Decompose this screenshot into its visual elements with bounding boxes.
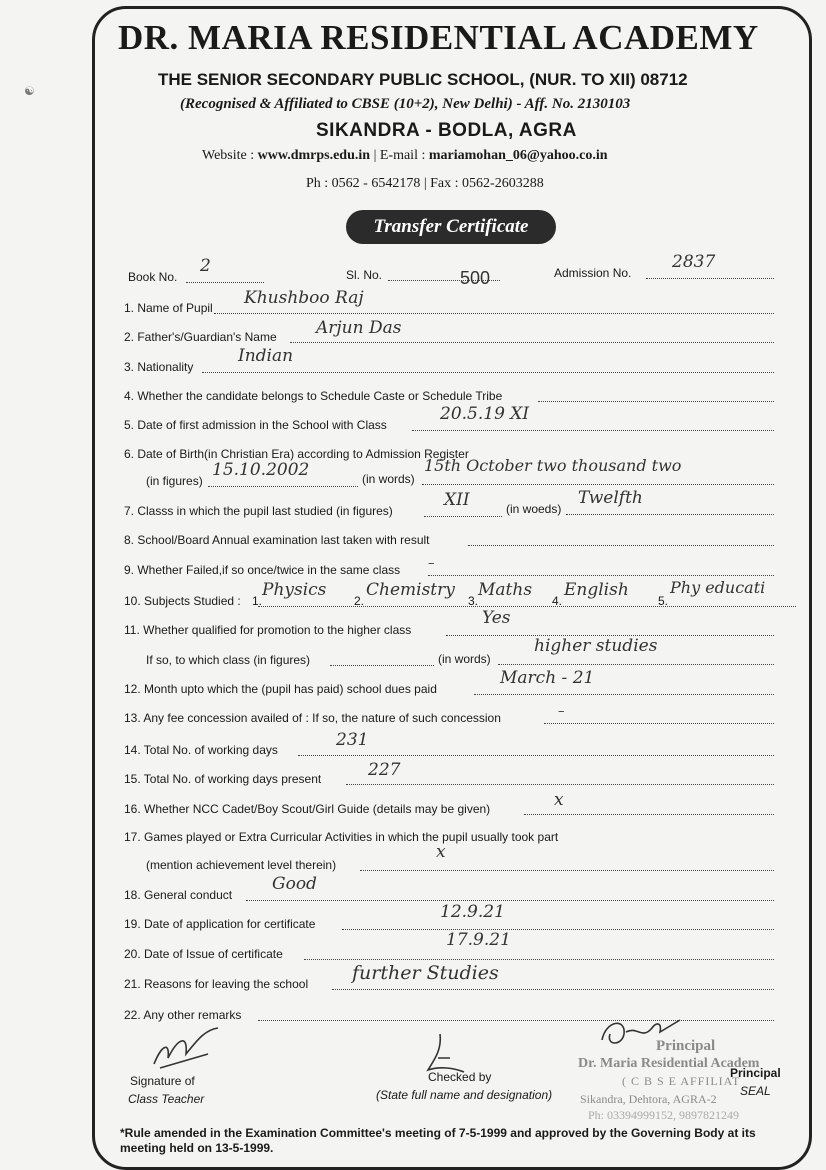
dob-words-label: (in words)	[362, 472, 415, 486]
promotion-words-line	[498, 664, 774, 665]
field-12-value: March - 21	[500, 668, 595, 688]
field-2-label: 2. Father's/Guardian's Name	[124, 330, 277, 344]
field-6-label: 6. Date of Birth(in Christian Era) according to Admission Register	[124, 447, 469, 461]
subject-2-num: 2.	[354, 594, 365, 608]
field-21-value: further Studies	[352, 962, 499, 984]
promotion-words-label: (in words)	[438, 652, 491, 666]
class-words-line	[566, 514, 774, 515]
contact-line	[202, 148, 608, 164]
admission-no-value: 2837	[672, 252, 716, 272]
field-5-line	[412, 430, 774, 431]
field-15-label: 15. Total No. of working days present	[124, 772, 322, 786]
field-3-label: 3. Nationality	[124, 360, 194, 374]
field-20-value: 17.9.21	[446, 930, 511, 950]
subjects-line	[258, 606, 796, 607]
field-10-label: 10. Subjects Studied :	[124, 594, 241, 608]
website-link[interactable]: www.dmrps.edu.in	[257, 148, 371, 163]
field-19-label: 19. Date of application for certificate	[124, 917, 316, 931]
field-14-label: 14. Total No. of working days	[124, 743, 278, 757]
subject-2-name: Chemistry	[366, 580, 455, 600]
field-14-value: 231	[336, 730, 369, 750]
subject-3-name: Maths	[478, 580, 533, 600]
field-13-line	[544, 723, 774, 724]
field-16-label: 16. Whether NCC Cadet/Boy Scout/Girl Guide (details may be given)	[124, 802, 491, 816]
class-teacher-signature	[148, 1024, 228, 1074]
field-12-label: 12. Month upto which the (pupil has paid) school dues paid	[124, 682, 437, 696]
subject-5-name: Phy educati	[670, 578, 766, 597]
school-location: SIKANDRA - BODLA, AGRA	[316, 120, 577, 141]
stamp-line-1: Principal	[656, 1038, 716, 1054]
book-no-value: 2	[200, 256, 211, 276]
field-22-label: 22. Any other remarks	[124, 1008, 242, 1022]
margin-mark-icon: ☯	[24, 84, 35, 98]
field-19-value: 12.9.21	[440, 902, 505, 922]
field-22-line	[258, 1020, 774, 1021]
phone-line: Ph : 0562 - 6542178 | Fax : 0562-2603288	[306, 176, 544, 191]
games-line	[360, 870, 774, 871]
field-7-line	[424, 516, 502, 517]
sl-no-label: Sl. No.	[346, 268, 383, 282]
field-18-value: Good	[272, 874, 317, 894]
field-16-value: x	[554, 790, 564, 810]
website-label: Website :	[202, 148, 255, 163]
book-no-line	[186, 282, 264, 283]
footnote: *Rule amended in the Examination Committee's meeting of 7-5-1999 and approved by the Governing Body at its meeting held on 13-5-1999.	[120, 1126, 756, 1155]
sl-no-value: 500	[460, 268, 491, 288]
field-16-line	[524, 814, 774, 815]
school-subtitle: THE SENIOR SECONDARY PUBLIC SCHOOL, (NUR. TO XII) 08712	[158, 70, 688, 89]
field-8-label: 8. School/Board Annual examination last taken with result	[124, 533, 430, 547]
stamp-line-5: Ph: 03394999152, 9897821249	[588, 1108, 740, 1122]
admission-no-line	[646, 278, 774, 279]
field-15-value: 227	[368, 760, 401, 780]
field-11-value: Yes	[482, 608, 511, 628]
stamp-line-3: ( C B S E AFFILIAT	[622, 1074, 741, 1088]
subject-4-num: 4.	[552, 594, 563, 608]
school-name: DR. MARIA RESIDENTIAL ACADEMY	[118, 18, 759, 57]
field-1-value: Khushboo Raj	[244, 288, 364, 308]
dob-words-line	[422, 484, 774, 485]
field-5-value: 20.5.19 XI	[440, 404, 530, 424]
class-teacher-label-2: Class Teacher	[128, 1092, 205, 1106]
field-8-line	[468, 545, 774, 546]
field-20-line	[304, 959, 774, 960]
checked-by-label: Checked by	[428, 1070, 492, 1084]
field-15-line	[346, 784, 774, 785]
email-label: | E-mail :	[373, 148, 426, 163]
field-18-label: 18. General conduct	[124, 888, 233, 902]
stamp-line-4: Sikandra, Dehtora, AGRA-2	[580, 1092, 717, 1106]
field-18-line	[246, 900, 774, 901]
dob-words-value: 15th October two thousand two	[424, 456, 682, 475]
certificate-title-badge: Transfer Certificate	[346, 210, 556, 244]
field-4-line	[538, 401, 774, 402]
principal-label: Principal	[730, 1066, 781, 1080]
field-12-line	[474, 694, 774, 695]
field-9-label: 9. Whether Failed,if so once/twice in the same class	[124, 563, 401, 577]
field-9-line	[428, 575, 774, 576]
subject-4-name: English	[564, 580, 629, 600]
field-13-label: 13. Any fee concession availed of : If so, the nature of such concession	[124, 711, 501, 725]
dob-figures-value: 15.10.2002	[212, 460, 310, 480]
field-2-value: Arjun Das	[316, 318, 402, 338]
field-21-label: 21. Reasons for leaving the school	[124, 977, 309, 991]
field-11-label: 11. Whether qualified for promotion to the higher class	[124, 623, 412, 637]
field-20-label: 20. Date of Issue of certificate	[124, 947, 283, 961]
field-7-value: XII	[444, 490, 470, 510]
stamp-line-2: Dr. Maria Residential Academ	[578, 1056, 760, 1071]
field-19-line	[342, 929, 774, 930]
field-1-line	[214, 313, 774, 314]
dob-figures-label: (in figures)	[146, 474, 203, 488]
field-4-label: 4. Whether the candidate belongs to Schedule Caste or Schedule Tribe	[124, 389, 503, 403]
promotion-words-value: higher studies	[534, 636, 658, 656]
dob-figures-line	[208, 486, 358, 487]
field-9-value: –	[428, 556, 435, 571]
games-sub-label: (mention achievement level therein)	[146, 858, 337, 872]
promotion-class-label: If so, to which class (in figures)	[146, 653, 311, 667]
seal-label: SEAL	[740, 1084, 771, 1098]
subject-3-num: 3.	[468, 594, 479, 608]
field-14-line	[298, 755, 774, 756]
subject-1-name: Physics	[262, 580, 327, 600]
field-21-line	[332, 989, 774, 990]
admission-no-label: Admission No.	[554, 266, 632, 280]
email-link[interactable]: mariamohan_06@yahoo.co.in	[428, 148, 608, 163]
field-17-label: 17. Games played or Extra Curricular Activities in which the pupil usually took part	[124, 830, 559, 844]
class-teacher-label-1: Signature of	[130, 1074, 195, 1088]
games-value: x	[436, 842, 446, 862]
book-no-label: Book No.	[128, 270, 178, 284]
promotion-class-line	[330, 665, 434, 666]
field-2-line	[290, 342, 774, 343]
field-13-value: –	[558, 704, 565, 719]
subject-1-num: 1.	[252, 594, 263, 608]
class-words-label: (in woeds)	[506, 502, 562, 516]
subject-5-num: 5.	[658, 594, 669, 608]
field-1-label: 1. Name of Pupil	[124, 301, 213, 315]
field-7-label: 7. Classs in which the pupil last studied (in figures)	[124, 504, 393, 518]
field-3-line	[202, 372, 774, 373]
field-5-label: 5. Date of first admission in the School with Class	[124, 418, 387, 432]
field-3-value: Indian	[238, 346, 294, 366]
class-words-value: Twelfth	[578, 488, 643, 508]
checked-by-note: (State full name and designation)	[376, 1088, 553, 1102]
affiliation-line: (Recognised & Affiliated to CBSE (10+2), New Delhi) - Aff. No. 2130103	[180, 96, 631, 112]
